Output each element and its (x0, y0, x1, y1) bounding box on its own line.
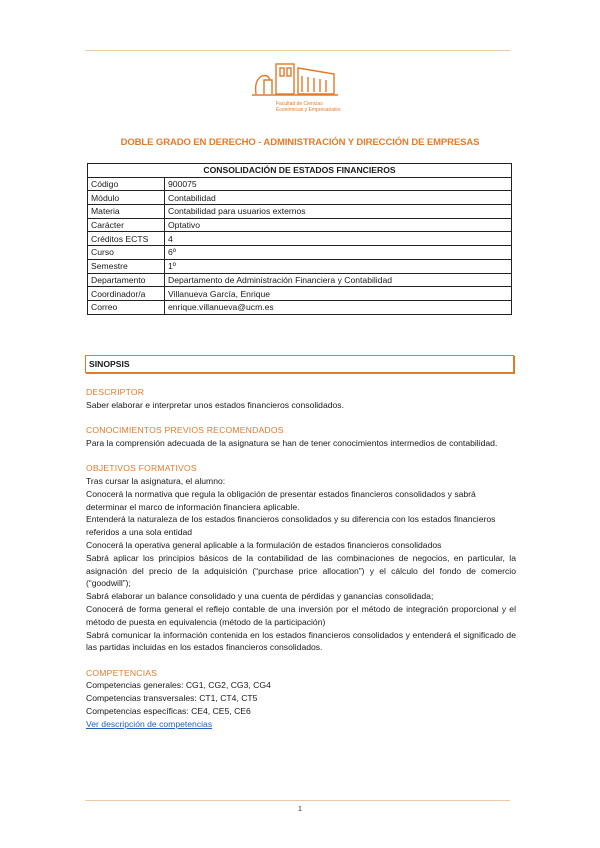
header-rule (85, 50, 510, 51)
row-value: enrique.villanueva@ucm.es (165, 300, 512, 314)
table-row (88, 191, 512, 205)
course-info-table (87, 163, 512, 315)
row-value: 1º (165, 259, 512, 273)
footer-rule (85, 800, 510, 801)
row-value: Contabilidad para usuarios externos (165, 205, 512, 219)
conocimientos-title: CONOCIMIENTOS PREVIOS RECOMENDADOS (86, 425, 284, 436)
row-label: Código (88, 177, 165, 191)
competencias-line: Competencias específicas: CE4, CE5, CE6 (86, 706, 251, 717)
competencias-line: Competencias transversales: CT1, CT4, CT5 (86, 693, 258, 704)
objetivos-line: Conocerá de forma general el reflejo contable de una inversión por el método de integración proporcional y el método de puesta en equivalencia (método de la participación) (86, 603, 516, 627)
course-name-heading: CONSOLIDACIÓN DE ESTADOS FINANCIEROS (88, 164, 512, 178)
objetivos-line: Sabrá comunicar la información contenida en los estados financieros consolidados y entenderá el significado de las partidas incluidas en los estados financieros consolidados. (86, 629, 516, 653)
competencias-title: COMPETENCIAS (86, 667, 158, 678)
conocimientos-text: Para la comprensión adecuada de la asignatura se han de tener conocimientos intermedios de contabilidad. (86, 437, 498, 448)
row-label: Carácter (88, 218, 165, 232)
row-label: Departamento (88, 273, 165, 287)
objetivos-line: Sabrá elaborar un balance consolidado y una cuenta de pérdidas y ganancias consolidada; (86, 591, 434, 602)
competencias-line: Competencias generales: CG1, CG2, CG3, CG4 (86, 680, 271, 691)
objetivos-line: Conocerá la operativa general aplicable a la formulación de estados financieros consolidados (86, 539, 442, 550)
descriptor-title: DESCRIPTOR (86, 387, 145, 397)
row-value: 6º (165, 246, 512, 260)
row-value: 4 (165, 232, 512, 246)
page-number: 1 (297, 804, 303, 813)
logo-line-1: Facultad de Ciencias (276, 101, 323, 107)
table-row (88, 300, 512, 314)
row-value: Contabilidad (165, 191, 512, 205)
row-label: Créditos ECTS (88, 232, 165, 246)
table-row (88, 246, 512, 260)
objetivos-title: OBJETIVOS FORMATIVOS (86, 463, 197, 474)
objetivos-line: Sabrá aplicar los principios básicos de la contabilidad de las combinaciones de negocios, en particular, la asignación del precio de la adquisición (“purchase price allocation”) y el cálculo del fondo de comercio (“goodwill”); (86, 552, 516, 589)
row-label: Módulo (88, 191, 165, 205)
degree-title: DOBLE GRADO EN DERECHO - ADMINISTRACIÓN Y DIRECCIÓN DE EMPRESAS (120, 137, 480, 148)
table-row (88, 177, 512, 191)
descriptor-text: Saber elaborar e interpretar unos estados financieros consolidados. (86, 399, 344, 410)
row-label: Coordinador/a (88, 287, 165, 301)
sinopsis-heading: SINOPSIS (85, 355, 514, 373)
table-row (88, 232, 512, 246)
logo-line-2: Económicas y Empresariales (276, 107, 341, 113)
row-label: Materia (88, 205, 165, 219)
objetivos-line: Entenderá la naturaleza de los estados financieros consolidados y su diferencia con los estados financieros referidos a una sola entidad (86, 514, 496, 538)
row-value: Optativo (165, 218, 512, 232)
competencias-link[interactable]: Ver descripción de competencias (86, 718, 213, 729)
table-row (88, 273, 512, 287)
table-row (88, 205, 512, 219)
row-label: Curso (88, 246, 165, 260)
objetivos-line: Conocerá la normativa que regula la obligación de presentar estados financieros consolidados y sabrá determinar el marco de información financiera aplicable. (86, 488, 476, 512)
row-value: Villanueva García, Enrique (165, 287, 512, 301)
table-row (88, 259, 512, 273)
table-row (88, 218, 512, 232)
objetivos-line: Tras cursar la asignatura, el alumno: (86, 475, 226, 486)
sinopsis-content (86, 386, 516, 731)
row-value: Departamento de Administración Financiera y Contabilidad (165, 273, 512, 287)
table-row (88, 287, 512, 301)
row-label: Semestre (88, 259, 165, 273)
row-label: Correo (88, 300, 165, 314)
row-value: 900075 (165, 177, 512, 191)
